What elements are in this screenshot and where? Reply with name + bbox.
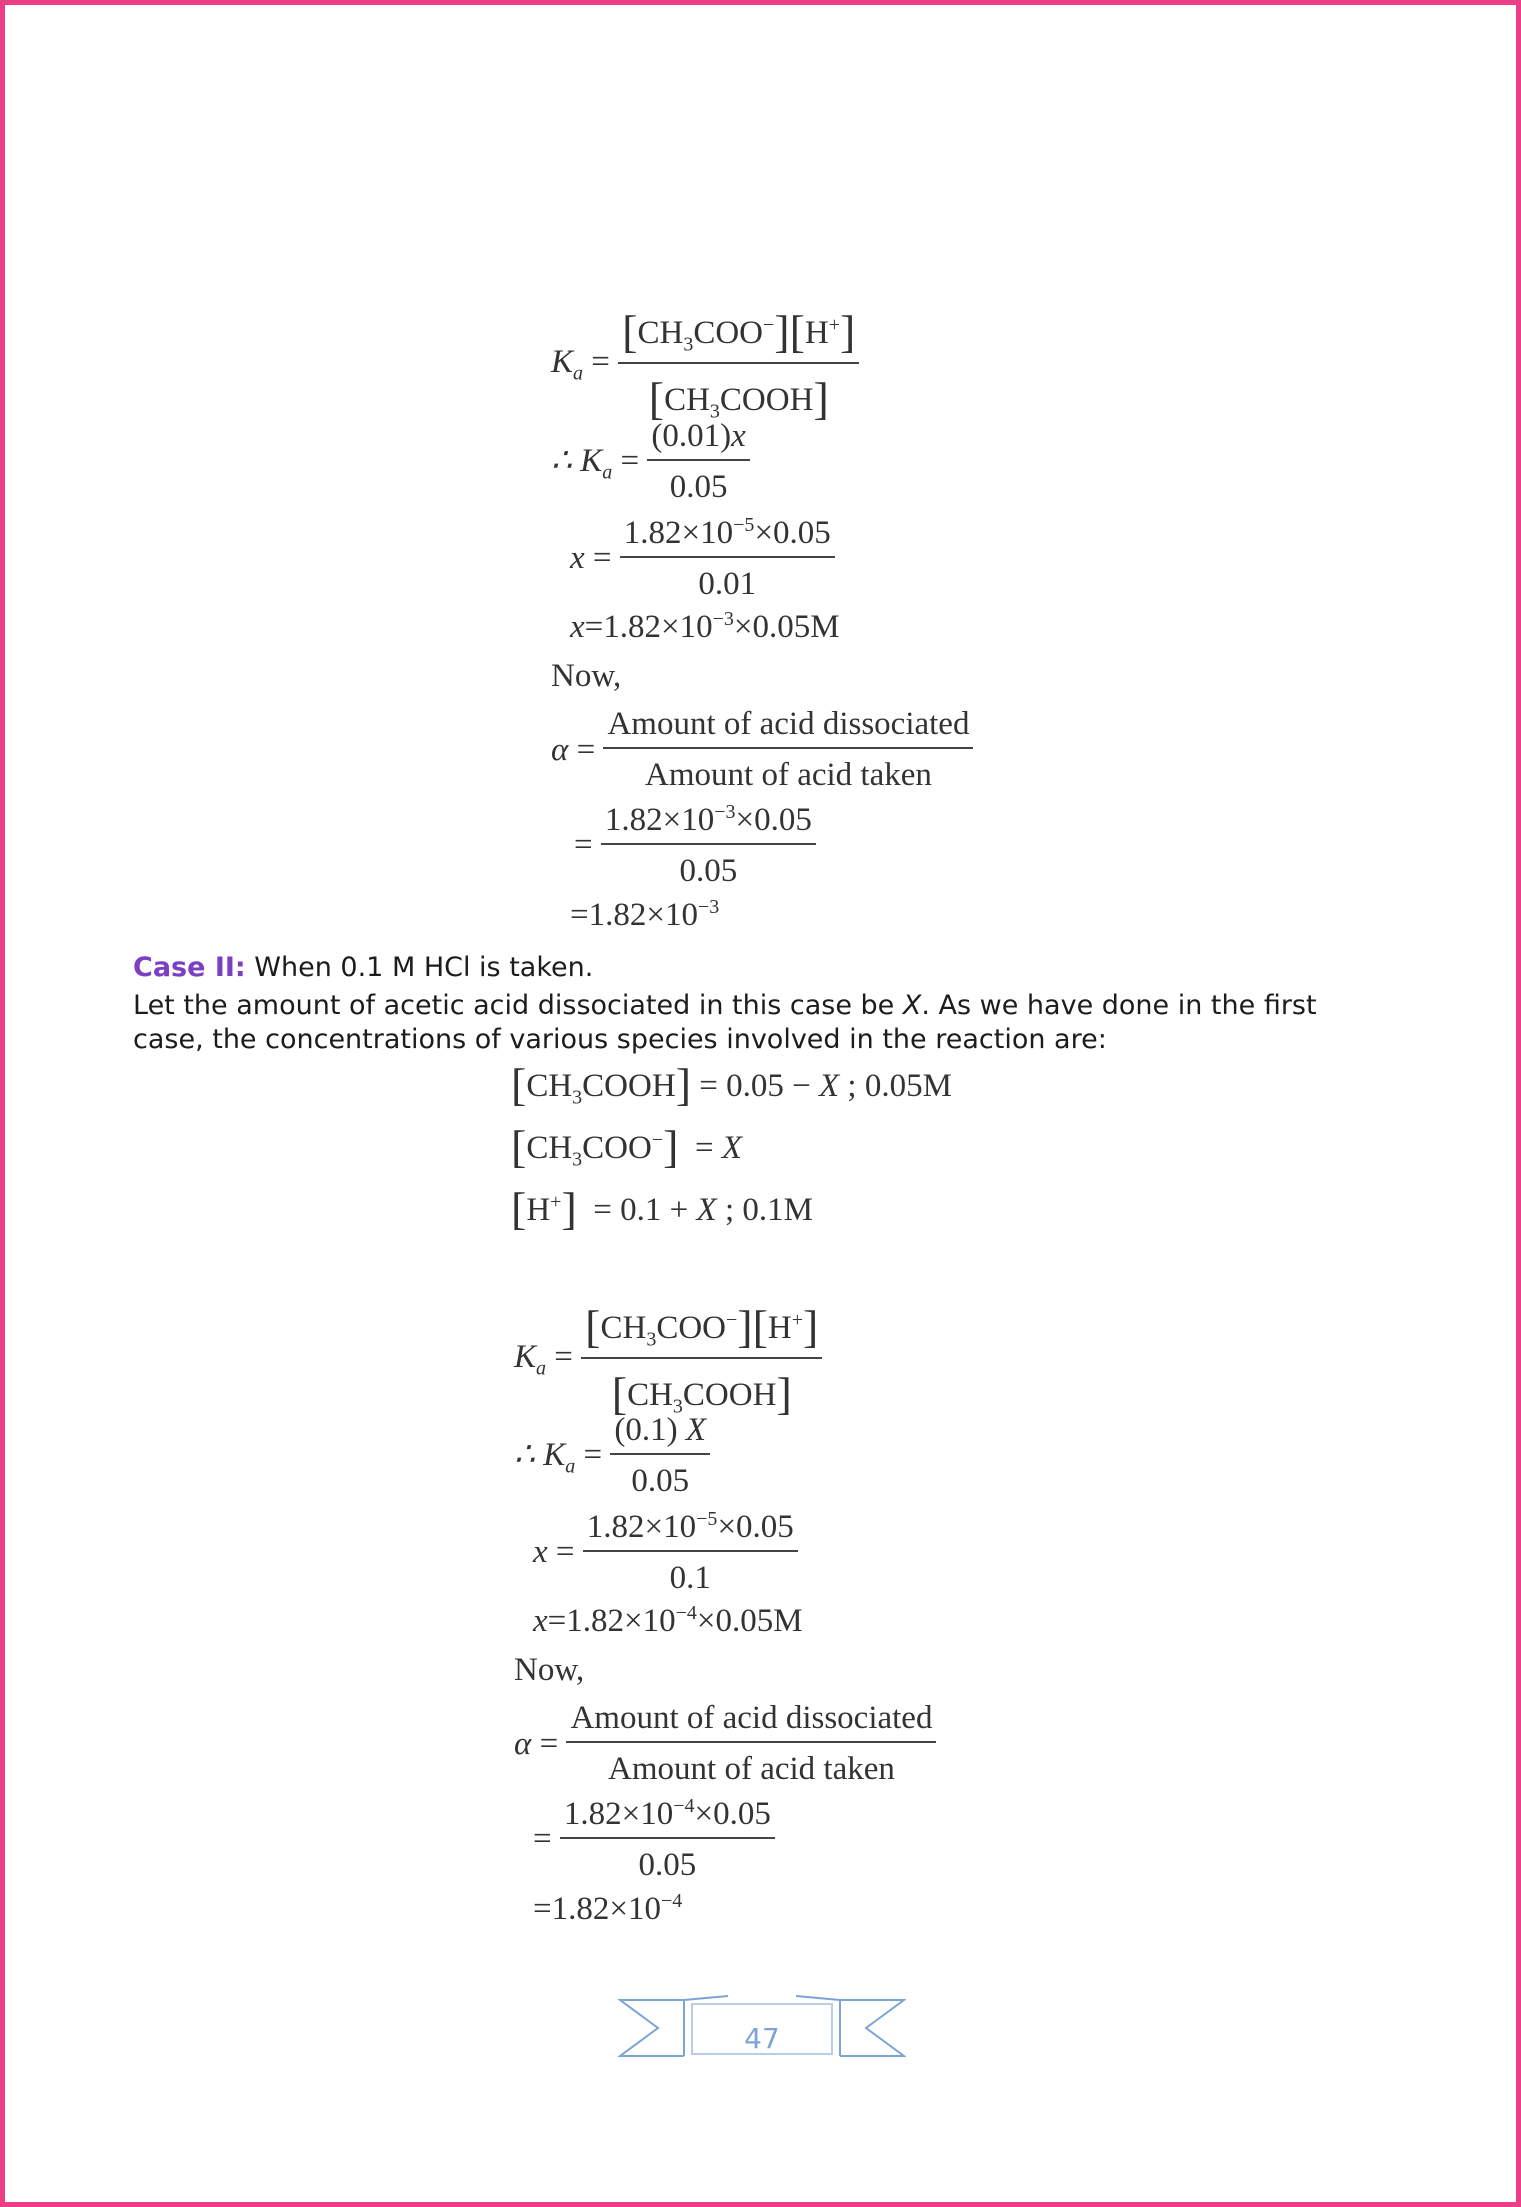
conc-ch3coo: $[CH_3COO^-] = X$ — [511, 1121, 743, 1172]
case2-alpha-calculation: = $\frac{1.82\times 10^{-4}\times 0.05}{0.05}$ — [533, 1795, 775, 1884]
case1-alpha-result: $=1.82\times 10^{-3}$ — [570, 896, 720, 933]
case2-x-result: $x=1.82\times 10^{-4}\times 0.05M$ — [533, 1602, 803, 1639]
case2-label: Case II: — [133, 952, 246, 983]
case2-paragraph-line1: Let the amount of acetic acid dissociated in this case be X. As we have done in the first — [133, 990, 1317, 1021]
case2-ka-substitution: ∴ $K_a$ = $\frac{(0.1) X}{0.05}$ — [514, 1412, 710, 1500]
case1-alpha-definition: α = $\frac{\text{Amount of acid dissociated}}{\text{Amount of acid taken}}$ — [551, 706, 973, 794]
conc-h-plus: [H+] = 0.1 + X ; 0.1M — [511, 1183, 813, 1234]
case2-heading: Case II: When 0.1 M HCl is taken. — [133, 952, 594, 983]
case2-paragraph-line2: case, the concentrations of various species involved in the reaction are: — [133, 1024, 1107, 1055]
case1-ka-substitution: ∴ $K_a$ = $\frac{(0.01)x}{0.05}$ — [551, 418, 750, 506]
conc-ch3cooh: $[CH_3COOH] = 0.05 - X$ ; 0.05M — [511, 1059, 952, 1110]
case2-ka-definition: $K_a$ = $\frac{[CH_3COO^-][H^+]}{[CH_3COOH]}$ — [514, 1300, 822, 1420]
case1-now: Now, — [551, 658, 622, 694]
page-number: 47 — [744, 2022, 780, 2055]
ka-fraction: $\frac{[CH_3COO^-][H^+]}{[CH_3COOH]}$ — [618, 305, 859, 425]
case1-x-result: $x=1.82\times 10^{-3}\times 0.05M$ — [570, 608, 840, 645]
ka-symbol: K — [551, 344, 574, 381]
case2-x-calculation: x = $\frac{1.82\times 10^{-5}\times 0.05}{0.1}$ — [533, 1508, 798, 1597]
case1-alpha-calculation: = $\frac{1.82\times 10^{-3}\times 0.05}{0.05}$ — [574, 801, 816, 890]
case2-alpha-result: $=1.82\times 10^{-4}$ — [533, 1890, 683, 1927]
case2-now: Now, — [514, 1652, 585, 1688]
case1-x-calculation: x = $\frac{1.82\times 10^{-5}\times 0.05}{0.01}$ — [570, 514, 835, 603]
case1-ka-definition: $K_a$ = $\frac{[CH_3COO^-][H^+]}{[CH_3COOH]}$ — [551, 305, 859, 425]
case2-alpha-definition: α = $\frac{\text{Amount of acid dissociated}}{\text{Amount of acid taken}}$ — [514, 1700, 936, 1788]
